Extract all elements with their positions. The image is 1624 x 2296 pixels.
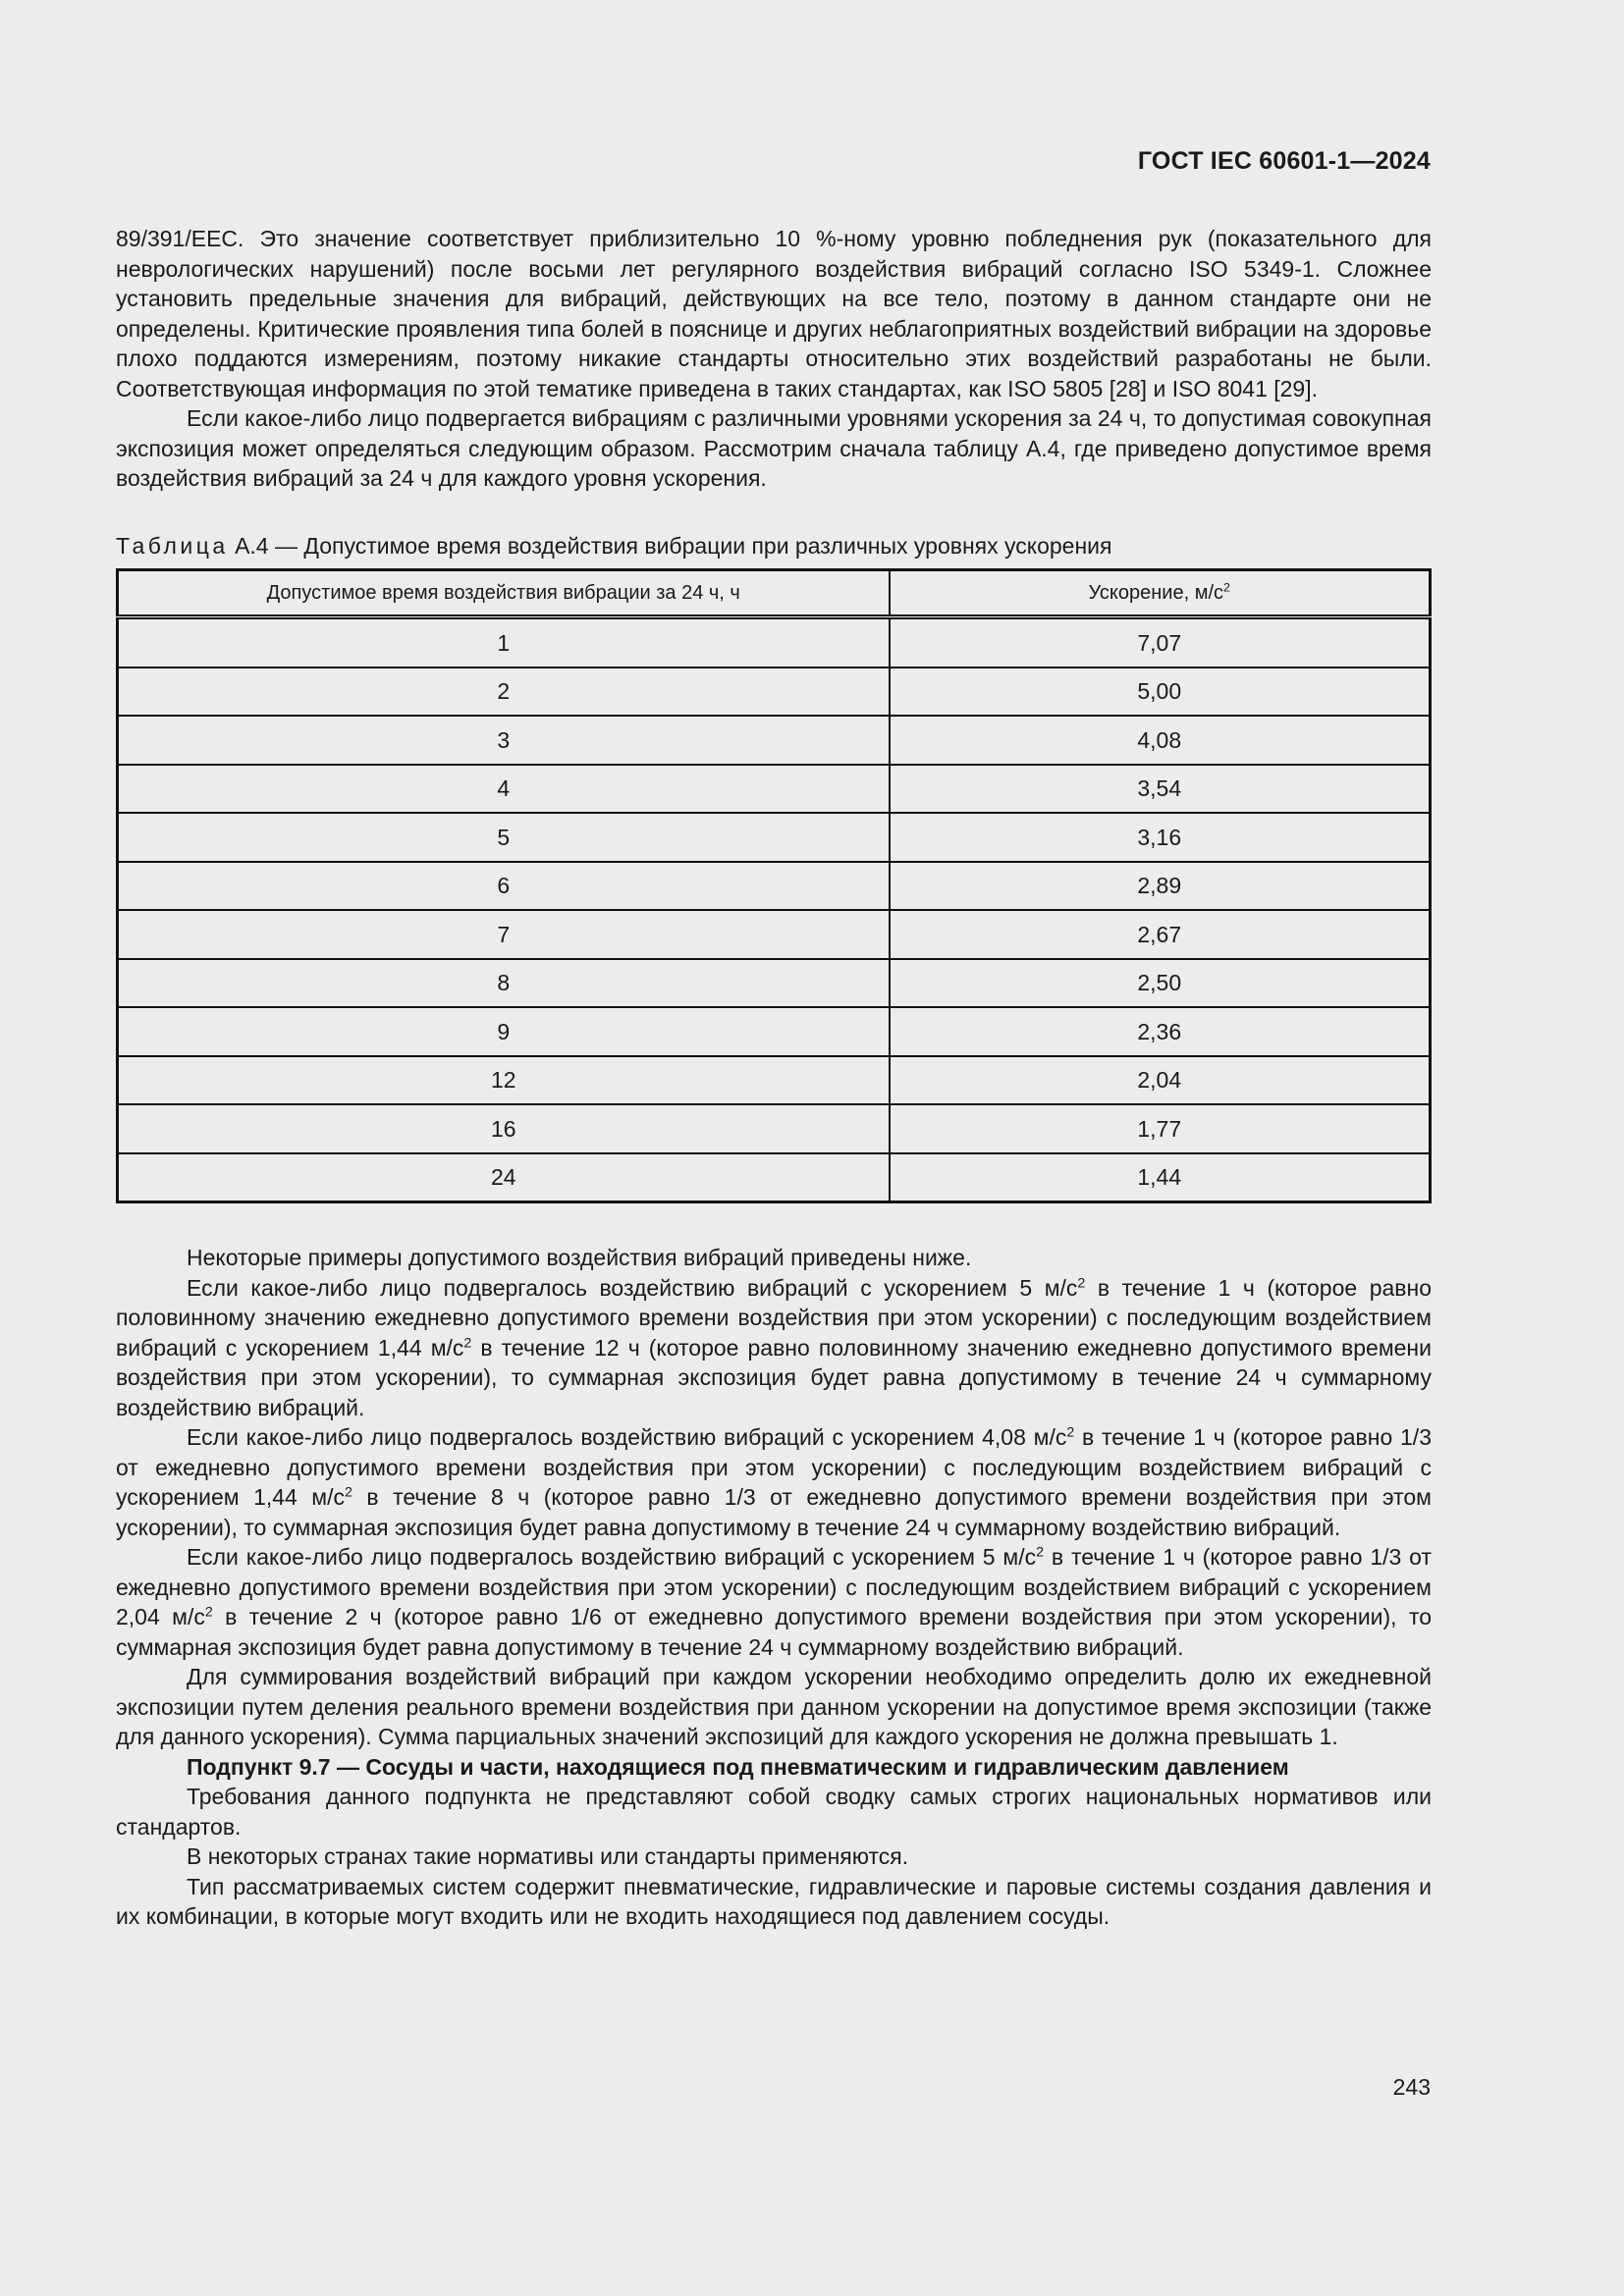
cell-time: 16	[118, 1104, 890, 1153]
table-row	[118, 862, 1431, 911]
table-row	[118, 1104, 1431, 1153]
table-row	[118, 765, 1431, 814]
after-table-section	[116, 1243, 1432, 1932]
superscript: 2	[1066, 1424, 1075, 1441]
cell-time: 5	[118, 813, 890, 862]
header-time: Допустимое время воздействия вибрации за 24 ч, ч	[118, 570, 890, 617]
paragraph: Тип рассматриваемых систем содержит пневматические, гидравлические и паровые системы создания давления и их комбинации, в которые могут входить или не входить находящиеся под давлением сосуды.	[116, 1873, 1432, 1929]
cell-acceleration: 2,36	[890, 1007, 1431, 1056]
table-caption-text: А.4 — Допустимое время воздействия вибрации при различных уровнях ускорения	[228, 532, 1112, 559]
cell-acceleration: 1,77	[890, 1104, 1431, 1153]
text-run: в течение 1 ч (которое равно 1/3 от ежедневно допустимого времени воздействия при этом ускорении) с последующим воздействием вибраций с ускорением 2,04 м/с	[116, 1544, 1432, 1629]
cell-time: 4	[118, 765, 890, 814]
table-row	[118, 667, 1431, 717]
text-run: Если какое-либо лицо подвергалось воздействию вибраций с ускорением 5 м/с	[187, 1544, 1037, 1570]
paragraph: Если какое-либо лицо подвергается вибрациям с различными уровнями ускорения за 24 ч, то допустимая совокупная экспозиция может определяться следующим образом. Рассмотрим сначала таблицу А.4, где приведено допустимое время воздействия вибраций за 24 ч для каждого уровня ускорения.	[116, 405, 1432, 491]
table-row	[118, 716, 1431, 765]
cell-acceleration: 2,04	[890, 1056, 1431, 1105]
text-run: в течение 8 ч (которое равно 1/3 от ежедневно допустимого времени воздействия при этом ускорении), то суммарная экспозиция будет равна допустимому в течение 24 ч суммарному воздействию вибраций.	[116, 1484, 1432, 1540]
superscript: 2	[345, 1484, 352, 1501]
paragraph: Некоторые примеры допустимого воздействия вибраций приведены ниже.	[187, 1245, 972, 1270]
text-run: в течение 2 ч (которое равно 1/6 от ежедневно допустимого времени воздействия при этом ускорении), то суммарная экспозиция будет равна допустимому в течение 24 ч суммарному воздействию вибраций.	[116, 1604, 1433, 1660]
table-row	[118, 617, 1431, 667]
cell-time: 24	[118, 1153, 890, 1202]
text-run: в течение 1 ч (которое равно 1/3 от ежедневно допустимого времени воздействия при этом ускорении) с последующим воздействием вибраций с ускорением 1,44 м/с	[116, 1424, 1432, 1510]
table-row	[118, 1153, 1431, 1202]
cell-acceleration: 1,44	[890, 1153, 1431, 1202]
paragraph: Для суммирования воздействий вибраций при каждом ускорении необходимо определить долю их ежедневной экспозиции путем деления реального времени воздействия при данном ускорении на допустимое время экспозиции (также для данного ускорения). Сумма парциальных значений экспозиций для каждого ускорения не должна превышать 1.	[116, 1664, 1432, 1749]
table-header-row	[118, 570, 1431, 617]
cell-acceleration: 5,00	[890, 667, 1431, 717]
superscript: 2	[204, 1604, 213, 1621]
table-caption-label: Таблица	[116, 532, 229, 559]
cell-acceleration: 3,16	[890, 813, 1431, 862]
page-content	[116, 224, 1432, 1932]
cell-time: 1	[118, 617, 890, 667]
section-heading: Подпункт 9.7 — Сосуды и части, находящиеся под пневматическим и гидравлическим давлением	[187, 1753, 1289, 1780]
superscript: 2	[1036, 1544, 1045, 1561]
cell-acceleration: 2,89	[890, 862, 1431, 911]
cell-acceleration: 3,54	[890, 765, 1431, 814]
cell-time: 2	[118, 667, 890, 717]
cell-acceleration: 7,07	[890, 617, 1431, 667]
header-acceleration-sup: 2	[1223, 580, 1230, 595]
text-run: Если какое-либо лицо подвергалось воздействию вибраций с ускорением 5 м/с	[187, 1274, 1078, 1301]
cell-time: 7	[118, 910, 890, 959]
cell-time: 6	[118, 862, 890, 911]
text-run: Если какое-либо лицо подвергалось воздействию вибраций с ускорением 4,08 м/с	[187, 1424, 1067, 1450]
table-caption	[116, 531, 1432, 561]
paragraph: В некоторых странах такие нормативы или стандарты применяются.	[187, 1843, 909, 1869]
cell-acceleration: 4,08	[890, 716, 1431, 765]
superscript: 2	[1077, 1274, 1086, 1291]
header-acceleration-text: Ускорение, м/с	[1088, 581, 1224, 604]
text-run: в течение 1 ч (которое равно половинному значению ежедневно допустимого времени воздействия при этом ускорении) с последующим воздействием вибраций с ускорением 1,44 м/с	[116, 1274, 1432, 1361]
table-row	[118, 1056, 1431, 1105]
paragraph	[116, 1422, 1432, 1542]
superscript: 2	[463, 1334, 472, 1351]
table-row	[118, 1007, 1431, 1056]
vibration-table	[116, 568, 1432, 1203]
paragraph: 89/391/EEC. Это значение соответствует приблизительно 10 %-ному уровню побледнения рук (показательного для неврологических нарушений) после восьми лет регулярного воздействия вибраций согласно ISO 5349-1. Сложнее установить предельные значения для вибраций, действующих на все тело, поэтому в данном стандарте они не определены. Критические проявления типа болей в пояснице и других неблагоприятных воздействий вибрации на здоровье плохо поддаются измерениям, поэтому никакие стандарты относительно этих воздействий разработаны не были. Соответствующая информация по этой тематике приведена в таких стандартах, как ISO 5805 [28] и ISO 8041 [29].	[116, 226, 1432, 401]
cell-time: 9	[118, 1007, 890, 1056]
header-acceleration	[890, 570, 1431, 617]
table-row	[118, 813, 1431, 862]
table-row	[118, 959, 1431, 1008]
cell-acceleration: 2,67	[890, 910, 1431, 959]
paragraph	[116, 1273, 1432, 1423]
text-run: в течение 12 ч (которое равно половинному значению ежедневно допустимого времени воздействия при этом ускорении), то суммарная экспозиция будет равна допустимому в течение 24 ч суммарному воздействию вибраций.	[116, 1334, 1432, 1420]
table-row	[118, 910, 1431, 959]
page-number: 243	[1392, 2074, 1431, 2100]
paragraph: Требования данного подпункта не представляют собой сводку самых строгих национальных нормативов или стандартов.	[116, 1784, 1432, 1840]
cell-acceleration: 2,50	[890, 959, 1431, 1008]
document-header: ГОСТ IEC 60601-1—2024	[1137, 147, 1431, 175]
cell-time: 8	[118, 959, 890, 1008]
cell-time: 3	[118, 716, 890, 765]
cell-time: 12	[118, 1056, 890, 1105]
paragraph	[116, 1542, 1432, 1662]
